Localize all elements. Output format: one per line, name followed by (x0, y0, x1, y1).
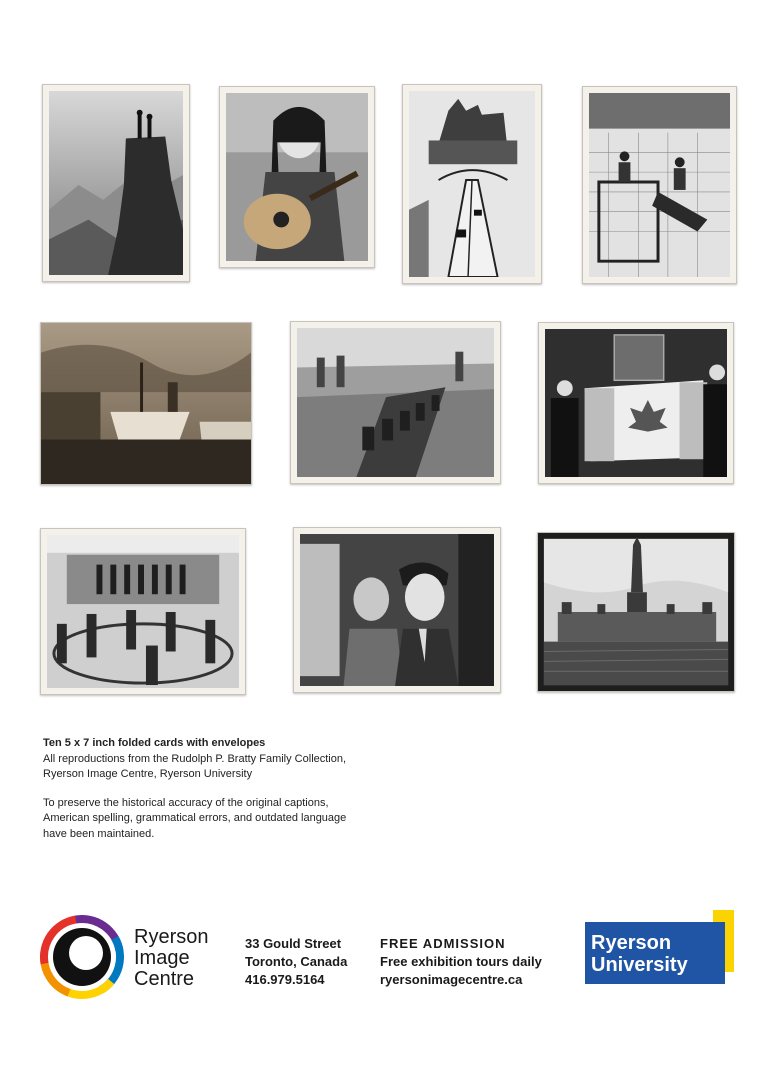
note-line-1: To preserve the historical accuracy of the original captions, (43, 796, 329, 809)
mountain-climbers-photo (42, 84, 190, 282)
collection-line-1: All reproductions from the Rudolph P. Bratty Family Collection, (43, 752, 347, 765)
website-link[interactable]: ryersonimagecentre.ca (380, 972, 523, 987)
caption-block (43, 736, 403, 842)
logo-wordmark: Ryerson Image Centre (134, 926, 209, 990)
ryerson-image-centre-logo-icon (40, 915, 124, 999)
two-men-smiling-photo (293, 527, 501, 693)
tours-text: Free exhibition tours daily (380, 954, 542, 969)
note-line-3: have been maintained. (43, 827, 155, 840)
parliament-crowd-photo (537, 532, 735, 692)
canadian-flag-celebration-photo (538, 322, 734, 484)
steamship-harbour-crowd-photo (40, 322, 252, 485)
phone-number: 416.979.5164 (245, 972, 325, 987)
cards-heading: Ten 5 x 7 inch folded cards with envelopes (43, 737, 266, 749)
hockey-goal-action-photo (582, 86, 737, 284)
dancers-circle-photo (40, 528, 246, 695)
admission-block (380, 935, 542, 989)
city: Toronto, Canada (245, 954, 348, 969)
folk-singer-guitar-photo (219, 86, 375, 268)
free-admission: FREE ADMISSION (380, 936, 506, 951)
street-address: 33 Gould Street (245, 936, 342, 951)
address-block (245, 935, 347, 989)
collection-line-2: Ryerson Image Centre, Ryerson University (43, 768, 253, 780)
note-line-2: American spelling, grammatical errors, and outdated language (43, 812, 347, 824)
hockey-players-trench-photo (290, 321, 501, 484)
footer (0, 905, 778, 1005)
university-wordmark: Ryerson University (591, 932, 688, 976)
toboggan-slide-chateau-photo (402, 84, 542, 284)
